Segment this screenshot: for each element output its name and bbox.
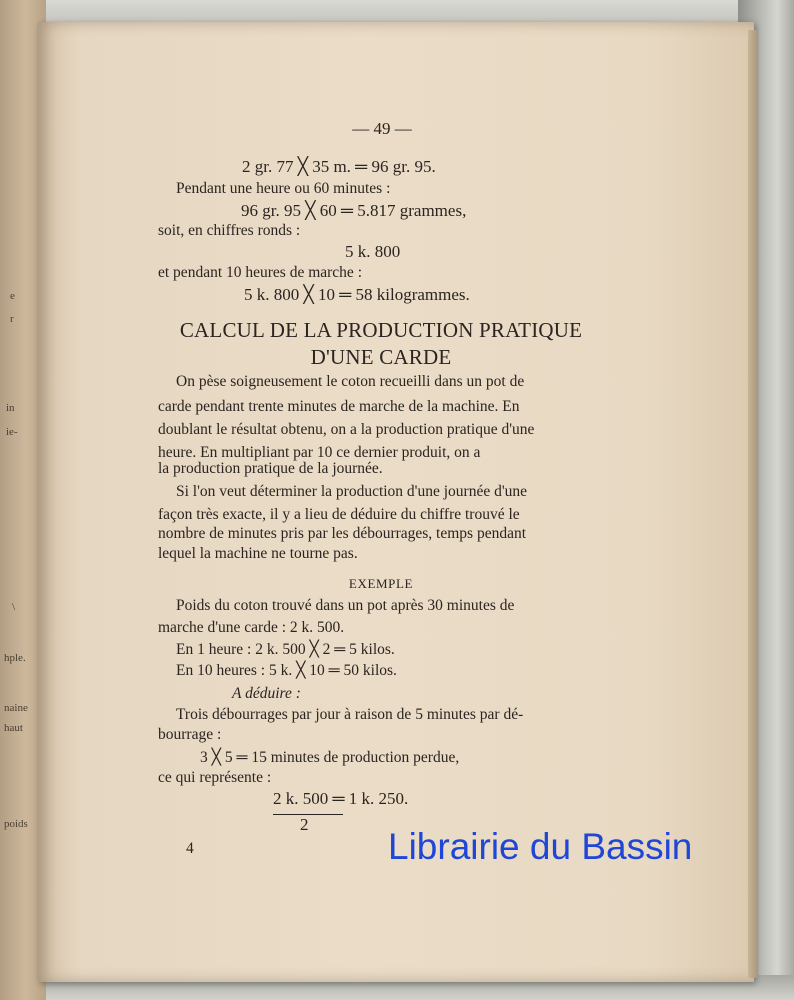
paragraph-line: lequel la machine ne tourne pas. [158,545,358,562]
deduct-label: A déduire : [232,685,301,702]
example-line: marche d'une carde : 2 k. 500. [158,619,345,636]
facing-page-fragment: ie- [6,426,18,438]
example-line: En 1 heure : 2 k. 500 ╳ 2 ═ 5 kilos. [176,641,395,658]
facing-page-fragment: haut [4,722,23,734]
paragraph-line: On pèse soigneusement le coton recueilli dans un pot de [176,373,525,390]
example-heading: EXEMPLE [348,576,414,591]
paragraph-line: façon très exacte, il y a lieu de déduire du chiffre trouvé le [158,506,520,523]
fraction-numerator: 2 k. 500 ═ 1 k. 250. [273,789,409,808]
example-line: En 10 heures : 5 k. ╳ 10 ═ 50 kilos. [176,662,397,679]
calc-line: Pendant une heure ou 60 minutes : [176,180,391,197]
facing-page-fragment: \ [12,601,16,613]
calc-line: 5 k. 800 [345,242,401,261]
deduct-line: ce qui représente : [158,769,272,786]
paragraph-line: la production pratique de la journée. [158,460,383,477]
paragraph-line: doublant le résultat obtenu, on a la production pratique d'une [158,421,535,438]
facing-page-fragment: in [6,402,15,414]
bookseller-watermark: Librairie du Bassin [388,826,693,867]
deduct-line: Trois débourrages par jour à raison de 5 minutes par dé- [176,706,524,723]
section-heading-line-1: CALCUL DE LA PRODUCTION PRATIQUE [179,318,583,342]
calc-line: 96 gr. 95 ╳ 60 ═ 5.817 grammes, [241,201,467,220]
page-stack-edge [748,30,758,978]
paragraph-line: carde pendant trente minutes de marche de la machine. En [158,398,520,415]
facing-page-fragment: e [10,290,15,302]
calc-line: 5 k. 800 ╳ 10 ═ 58 kilogrammes. [244,285,470,304]
paragraph-line: heure. En multipliant par 10 ce dernier produit, on a [158,444,481,461]
facing-page-fragment: naine [4,702,28,714]
calc-line: 2 gr. 77 ╳ 35 m. ═ 96 gr. 95. [242,157,436,176]
facing-page-fragment: hple. [4,652,26,664]
facing-page-fragment: r [10,313,14,325]
deduct-line: bourrage : [158,726,222,743]
page-number: — 49 — [352,119,412,138]
fraction-denominator: 2 [300,815,309,834]
paragraph-line: nombre de minutes pris par les débourrages, temps pendant [158,525,527,542]
calc-line: soit, en chiffres ronds : [158,222,301,239]
facing-page-fragment: poids [4,818,28,830]
signature-mark: 4 [186,840,194,857]
calc-line: et pendant 10 heures de marche : [158,264,362,281]
section-heading-line-2: D'UNE CARDE [310,345,452,369]
deduct-line: 3 ╳ 5 ═ 15 minutes de production perdue, [200,749,460,766]
example-line: Poids du coton trouvé dans un pot après 30 minutes de [176,597,515,614]
paragraph-line: Si l'on veut déterminer la production d'une journée d'une [176,483,528,500]
